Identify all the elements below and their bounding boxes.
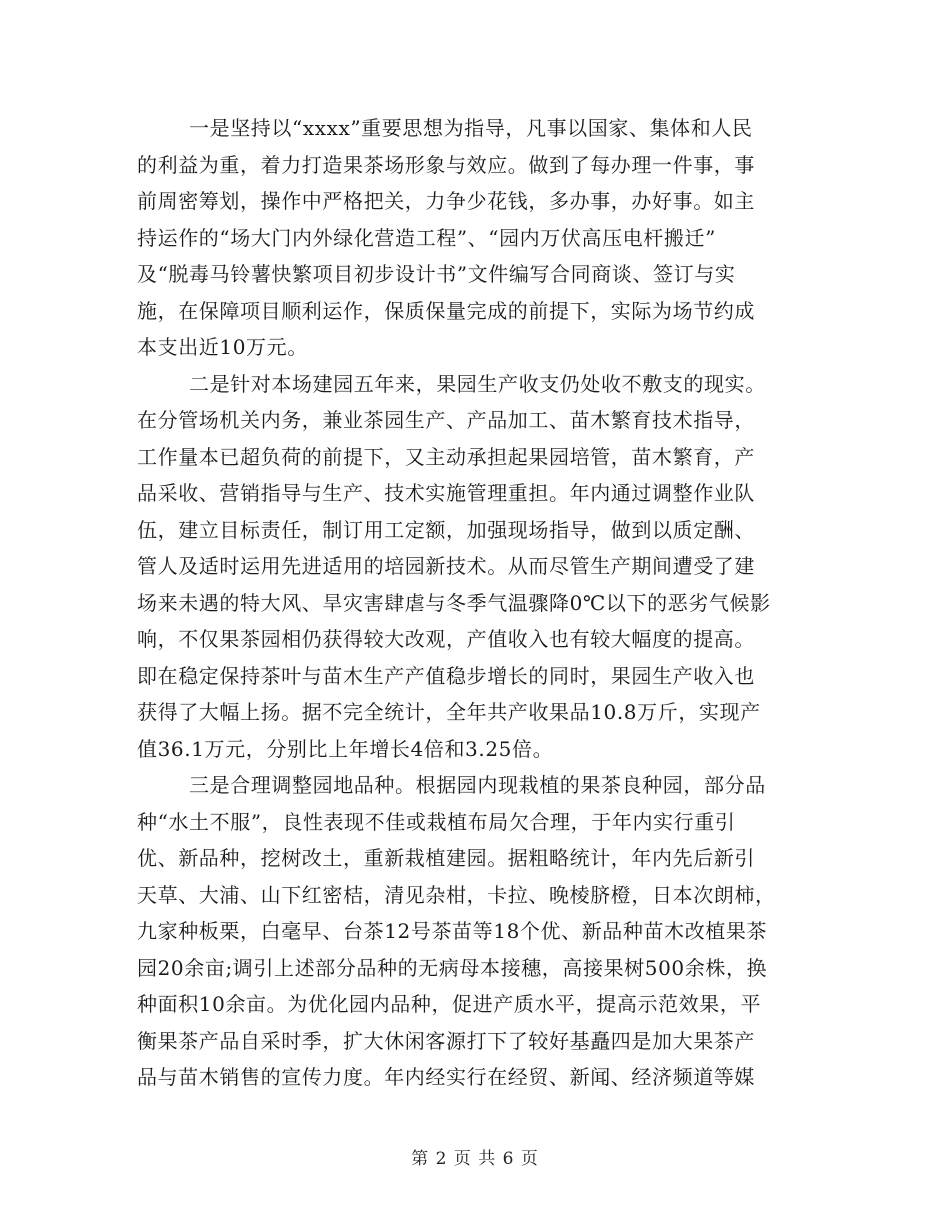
paragraph-1-line-4: 持运作的“场大门内外绿化营造工程”、“园内万伏高压电杆搬迁” (137, 225, 716, 250)
paragraph-2-line-10: 获得了大幅上扬。据不完全统计，全年共产收果品10.8万斤，实现产 (137, 700, 761, 724)
paragraph-1-line-7: 本支出近10万元。 (137, 335, 308, 359)
paragraph-2-line-7: 场来未遇的特大风、旱灾害肆虐与冬季气温骤降0℃以下的恶劣气候影 (137, 590, 771, 615)
paragraph-2-line-9: 即在稳定保持茶叶与苗木生产产值稳步增长的同时，果园生产收入也 (137, 663, 755, 688)
paragraph-1-line-6: 施，在保障项目顺利运作，保质保量完成的前提下，实际为场节约成 (137, 298, 755, 323)
paragraph-2-line-8: 响，不仅果茶园相仍获得较大改观，产值收入也有较大幅度的提高。 (137, 627, 755, 651)
document-body (137, 110, 817, 1096)
paragraph-2-line-3: 工作量本已超负荷的前提下，又主动承担起果园培管，苗木繁育，产 (137, 444, 755, 469)
paragraph-3-line-6: 园20余亩;调引上述部分品种的无病母本接穗，高接果树500余株，换 (137, 955, 768, 980)
paragraph-2-line-5: 伍，建立目标责任，制订用工定额，加强现场指导，做到以质定酬、 (137, 517, 755, 542)
paragraph-2-line-6: 管人及适时运用先进适用的培园新技术。从而尽管生产期间遭受了建 (137, 554, 755, 578)
page-number-footer: 第 2 页 共 6 页 (411, 1149, 539, 1169)
paragraph-3-line-8: 衡果茶产品自采时季，扩大休闲客源打下了较好基矗四是加大果茶产 (137, 1028, 755, 1053)
paragraph-3-line-3: 优、新品种，挖树改土，重新栽植建园。据粗略统计，年内先后新引 (137, 846, 755, 870)
paragraph-2-line-4: 品采收、营销指导与生产、技术实施管理重担。年内通过调整作业队 (137, 481, 755, 505)
paragraph-1-line-3: 前周密筹划，操作中严格把关，力争少花钱，多办事，办好事。如主 (137, 189, 755, 213)
paragraph-3-line-4: 天草、大浦、山下红密桔，清见杂柑，卡拉、晚棱脐橙，日本次朗柿， (137, 882, 776, 907)
paragraph-2-line-11: 值36.1万元，分别比上年增长4倍和3.25倍。 (137, 736, 554, 761)
paragraph-3-line-5: 九家种板栗，白毫早、台茶12号茶苗等18个优、新品种苗木改植果茶 (137, 919, 768, 943)
paragraph-1-line-1: 一是坚持以“xxxx”重要思想为指导，凡事以国家、集体和人民 (189, 116, 753, 140)
paragraph-3-line-2: 种“水土不服”，良性表现不佳或栽植布局欠合理，于年内实行重引 (137, 809, 736, 834)
paragraph-1-line-5: 及“脱毒马铃薯快繁项目初步设计书”文件编写合同商谈、签订与实 (137, 262, 736, 286)
paragraph-1-line-2: 的利益为重，着力打造果茶场形象与效应。做到了每办理一件事，事 (137, 152, 755, 177)
paragraph-3-line-9: 品与苗木销售的宣传力度。年内经实行在经贸、新闻、经济频道等媒 (137, 1065, 755, 1089)
paragraph-3-line-7: 种面积10余亩。为优化园内品种，促进产质水平，提高示范效果，平 (137, 992, 762, 1016)
paragraph-2-line-2: 在分管场机关内务，兼业茶园生产、产品加工、苗木繁育技术指导， (137, 408, 755, 432)
paragraph-2-line-1: 二是针对本场建园五年来，果园生产收支仍处收不敷支的现实。 (189, 371, 766, 396)
paragraph-3-line-1: 三是合理调整园地品种。根据园内现栽植的果茶良种园，部分品 (189, 773, 766, 797)
